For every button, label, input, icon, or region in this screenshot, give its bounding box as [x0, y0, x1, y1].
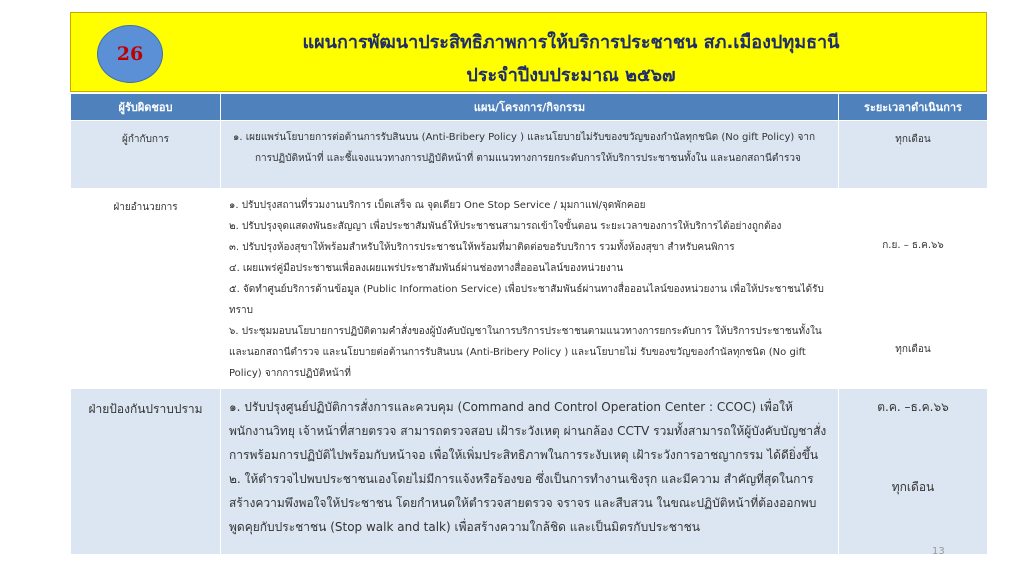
table-row — [71, 389, 988, 555]
plan-item: ๑. ปรับปรุงศูนย์ปฏิบัติการสั่งการและควบคุม (Command and Control Operation Center : CCOC) เพื่อให้พนักงานวิทยุ เจ้าหน้าที่สายตรวจ สามารถตรวจสอบ เฝ้าระวังเหตุ ผ่านกล้อง CCTV รวมทั้งสามารถให้ผู้บังคับบัญชาสั่งการพร้อมการปฏิบัติไปพร้อมกับหน้าจอ เพื่อให้เพิ่มประสิทธิภาพในการระงับเหตุ เฝ้าระวังการอาชญากรรม ได้ดียิ่งขึ้น — [229, 400, 827, 462]
period-cell — [839, 389, 988, 555]
table-row — [71, 121, 988, 189]
plan-item: ๑. เผยแพร่นโยบายการต่อต้านการรับสินบน (Anti-Bribery Policy ) และนโยบายไม่รับของขวัญของกำนัลทุกชนิด (No gift Policy) จากการปฏิบัติหน้าที่ และชี้แจงแนวทางการปฏิบัติหน้าที่ ตามแนวทางการยกระดับการให้บริการประชาชนทั้งใน และนอกสถานีตำรวจ — [233, 132, 815, 164]
plan-cell — [221, 389, 839, 555]
plan-item: ๓. ปรับปรุงห้องสุขาให้พร้อมสำหรับให้บริการประชาชนให้พร้อมที่มาติดต่อขอรับบริการ รวมทั้งห้องสุขา สำหรับคนพิการ — [229, 242, 735, 253]
period-text: ต.ค. –ธ.ค.๖๖ — [877, 400, 949, 414]
plan-cell — [221, 121, 839, 189]
period-text: ทุกเดือน — [891, 480, 935, 494]
plan-item: ๖. ประชุมมอบนโยบายการปฏิบัติตามคำสั่งของผู้บังคับบัญชาในการบริการประชาชนตามแนวทางการยกระดับการ ให้บริการประชาชนทั้งในและนอกสถานีตำรวจ และนโยบายต่อต้านการรับสินบน (Anti-Bribery Policy ) และนโยบายไม่ รับของขวัญของกำนัลทุกชนิด (No gift Policy) จากการปฏิบัติหน้าที่ — [229, 326, 822, 379]
table-row — [71, 189, 988, 389]
page-number: 13 — [932, 546, 945, 557]
table-header-row — [71, 94, 988, 121]
plan-item: ๑. ปรับปรุงสถานที่รวมงานบริการ เบ็ดเสร็จ ณ จุดเดียว One Stop Service / มุมกาแฟ/จุดพักคอย — [229, 200, 646, 211]
plan-table — [70, 93, 988, 555]
period-text: ทุกเดือน — [895, 134, 931, 145]
column-header-responsible: ผู้รับผิดชอบ — [71, 94, 221, 121]
plan-item: ๒. ให้ตำรวจไปพบประชาชนเองโดยไม่มีการแจ้งหรือร้องขอ ซึ่งเป็นการทำงานเชิงรุก และมีความ สำคัญที่สุดในการสร้างความพึงพอใจให้ประชาชน โดยกำหนดให้ตำรวจสายตรวจ จราจร และสืบสวน ในขณะปฏิบัติหน้าที่ต้องออกพบพูดคุยกับประชาชน (Stop walk and talk) เพื่อสร้างความใกล้ชิด และเป็นมิตรกับประชาชน — [229, 472, 817, 534]
page-badge: 26 — [97, 25, 163, 83]
column-header-plan: แผน/โครงการ/กิจกรรม — [221, 94, 839, 121]
period-cell — [839, 121, 988, 189]
responsible-cell: ฝ่ายอำนวยการ — [71, 189, 221, 389]
period-text: ก.ย. – ธ.ค.๖๖ — [882, 240, 944, 251]
page-title: แผนการพัฒนาประสิทธิภาพการให้บริการประชาชน สภ.เมืองปทุมธานี — [302, 32, 840, 53]
responsible-cell: ผู้กำกับการ — [71, 121, 221, 189]
plan-item: ๕. จัดทำศูนย์บริการด้านข้อมูล (Public Information Service) เพื่อประชาสัมพันธ์ผ่านทางสื่อออนไลน์ของหน่วยงาน เพื่อให้ประชาชนได้รับทราบ — [229, 284, 824, 316]
plan-cell — [221, 189, 839, 389]
title-banner — [70, 12, 987, 92]
plan-item: ๔. เผยแพร่คู่มือประชาชนเพื่อลงเผยแพร่ประชาสัมพันธ์ผ่านช่องทางสื่อออนไลน์ของหน่วยงาน — [229, 263, 624, 274]
responsible-cell: ฝ่ายป้องกันปราบปราม — [71, 389, 221, 555]
plan-item: ๒. ปรับปรุงจุดแสดงพันธะสัญญา เพื่อประชาสัมพันธ์ให้ประชาชนสามารถเข้าใจขั้นตอน ระยะเวลาของการให้บริการได้อย่างถูกต้อง — [229, 221, 782, 232]
page-subtitle: ประจำปีงบประมาณ ๒๕๖๗ — [466, 65, 676, 86]
column-header-period: ระยะเวลาดำเนินการ — [839, 94, 988, 121]
period-cell — [839, 189, 988, 389]
period-text: ทุกเดือน — [895, 344, 931, 355]
